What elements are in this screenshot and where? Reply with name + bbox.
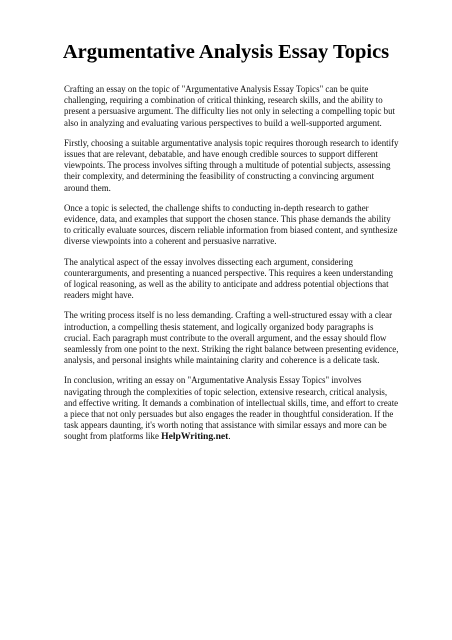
paragraph-conclusion [64,375,399,442]
paragraph-analysis: The analytical aspect of the essay involves dissecting each argument, considering counterarguments, and presenting a nuanced perspective. This requires a keen understanding of logical reasoning, as well as the ability to anticipate and address potential objections that readers might have. [64,256,393,301]
paragraph-writing-process: The writing process itself is no less demanding. Crafting a well-structured essay with a clear introduction, a compelling thesis statement, and logically organized body paragraphs is crucial. Each paragraph must contribute to the overall argument, and the essay should flow seamlessly from one point to the next. Striking the right balance between presenting evidence, analysis, and personal insights while maintaining clarity and coherence is a delicate task. [64,310,399,366]
paragraph-intro: Crafting an essay on the topic of "Argumentative Analysis Essay Topics" can be quite challenging, requiring a combination of critical thinking, research skills, and the ability to present a persuasive argument. The difficulty lies not only in selecting a compelling topic but also in analyzing and evaluating various perspectives to build a well-supported argument. [64,84,396,128]
document-title: Argumentative Analysis Essay Topics [62,41,390,63]
paragraph-topic-selection: Firstly, choosing a suitable argumentative analysis topic requires thorough research to identify issues that are relevant, debatable, and have enough credible sources to support different viewpoints. The process involves sifting through a multitude of potential subjects, assessing their complexity, and determining the feasibility of constructing a convincing argument around them. [64,137,399,193]
paragraph-research: Once a topic is selected, the challenge shifts to conducting in-depth research to gather evidence, data, and examples that support the chosen stance. This phase demands the ability to critically evaluate sources, discern reliable information from biased content, and synthesize diverse viewpoints into a coherent and persuasive narrative. [64,202,398,247]
conclusion-text: In conclusion, writing an essay on "Argumentative Analysis Essay Topics" involves navigating through the complexities of topic selection, extensive research, critical analysis, and effective writing. It demands a combination of intellectual skills, time, and effort to create a piece that not only persuades but also engages the reader in thoughtful consideration. If the task appears daunting, it's worth noting that assistance with similar essays and more can be sought from platforms like [64,375,399,442]
helpwriting-brand-link[interactable]: HelpWriting.net [161,431,229,443]
conclusion-end-punctuation: . [228,431,231,442]
document-body [64,84,399,452]
